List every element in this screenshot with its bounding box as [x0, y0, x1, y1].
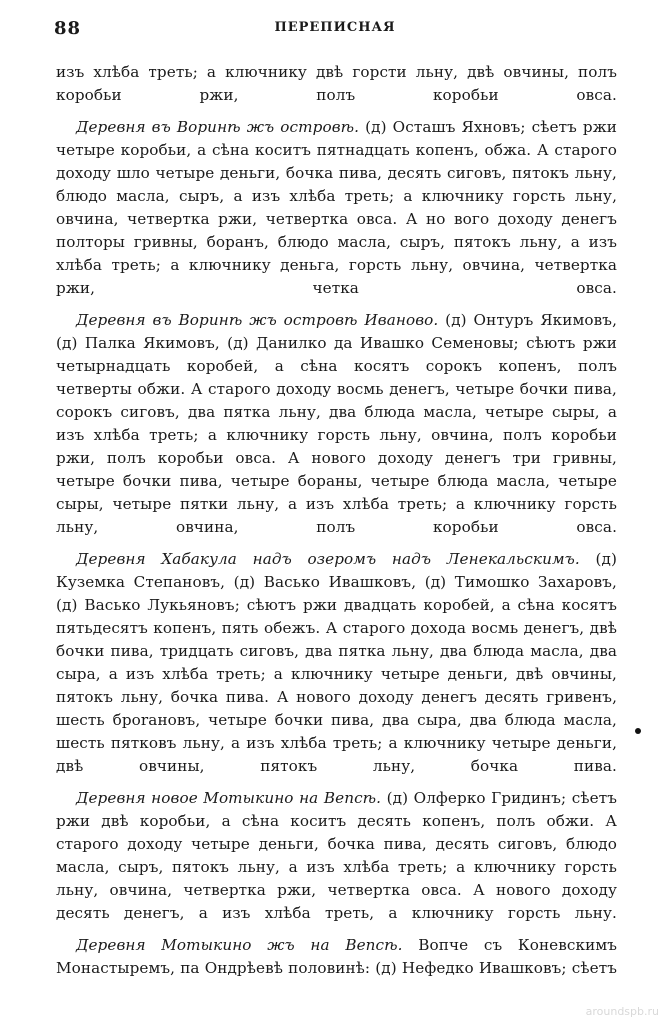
paragraph-lead: Деревня въ Воринѣ жъ островѣ.	[76, 118, 360, 136]
paragraph-lead: Деревня въ Воринѣ жъ островѣ Иваново.	[76, 311, 439, 329]
paragraph-text: (д) Осташъ Яхновъ; сѣетъ ржи четыре коробьи, а сѣна коситъ пятнадцать копенъ, обжа. А старого доходу шло четыре деньги, бочка пива, десять сиговъ, пятокъ льну, блюдо масла, сыръ, а изъ хлѣба треть; а ключнику горсть льну, овчина, четвертка ржи, четвертка овса. А но вого доходу денегъ полторы гривны, боранъ, блюдо масла, сыръ, пятокъ льну, а изъ хлѣба треть; а ключнику деньга, горсть льну, овчина, четвертка ржи, четка овса.	[56, 118, 618, 297]
page-number: 88	[54, 18, 82, 39]
paragraph	[56, 309, 617, 539]
paragraph-lead: Деревня Хабакула надъ озеромъ надъ Ленекальскимъ.	[76, 550, 580, 568]
page-header	[54, 18, 616, 44]
paragraph	[56, 61, 617, 107]
paragraph	[56, 787, 617, 925]
watermark: aroundspb.ru	[585, 1005, 659, 1018]
paragraph-lead: Деревня новое Мотыкино на Вепсѣ.	[76, 789, 382, 807]
paragraph	[56, 116, 617, 300]
paragraph-text: изъ хлѣба треть; а ключнику двѣ горсти льну, двѣ овчины, полъ коробьи ржи, полъ коробьи овса.	[56, 63, 617, 104]
paragraph	[56, 548, 617, 778]
margin-dot	[635, 728, 641, 734]
paragraph-lead: Деревня Мотыкино жъ на Вепсѣ.	[76, 936, 403, 954]
running-head: ПЕРЕПИСНАЯ	[274, 20, 396, 35]
body-text	[56, 61, 618, 989]
paragraph-text: Вопче съ Коневскимъ Монастыремъ, па Ондрѣевѣ половинѣ: (д) Нефедко Ивашковъ; сѣетъ	[56, 936, 617, 977]
paragraph-text: (д) Онтуръ Якимовъ, (д) Палка Якимовъ, (д) Данилко да Ивашко Семеновы; сѣютъ ржи четырнадцать коробей, а сѣна косятъ сорокъ копенъ, полъ четверты обжи. А старого доходу восмь денегъ, четыре бочки пива, сорокъ сиговъ, два пятка льну, два блюда масла, четыре сыры, а изъ хлѣба треть; а ключнику горсть льну, овчина, полъ коробьи ржи, полъ коробьи овса. А нового доходу денегъ три гривны, четыре бочки пива, четыре бораны, четыре блюда масла, четыре сыры, четыре пятки льну, а изъ хлѣба треть; а ключнику горсть льну, овчина, полъ коробьи овса.	[56, 311, 617, 536]
paragraph-text: (д) Олферко Гридинъ; сѣетъ ржи двѣ коробьи, а сѣна коситъ десять копенъ, полъ обжи. А старого доходу четыре деньги, бочка пива, десять сиговъ, блюдо масла, сыръ, пятокъ льну, а изъ хлѣба треть; а ключнику горсть льну, овчина, четвертка ржи, четвертка овса. А нового доходу десять денегъ, а изъ хлѣба треть, а ключнику горсть льну.	[56, 789, 617, 922]
paragraph-text: (д) Куземка Степановъ, (д) Васько Ивашковъ, (д) Тимошко Захаровъ, (д) Васько Лукьяновъ; сѣютъ ржи двадцать коробей, а сѣна косятъ пятьдесятъ копенъ, пять обежъ. А старого дохода восмь денегъ, двѣ бочки пива, тридцать сиговъ, два пятка льну, два блюда масла, два сыра, а изъ хлѣба треть; а ключнику четыре деньги, двѣ овчины, пятокъ льну, бочка пива. А нового доходу денегъ десять гривенъ, шесть бporановъ, четыре бочки пива, два сыра, два блюда масла, шесть пятковъ льну, а изъ хлѣба треть; а ключнику четыре деньги, двѣ овчины, пятокъ льну, бочка пива.	[56, 550, 617, 775]
paragraph	[56, 934, 617, 980]
